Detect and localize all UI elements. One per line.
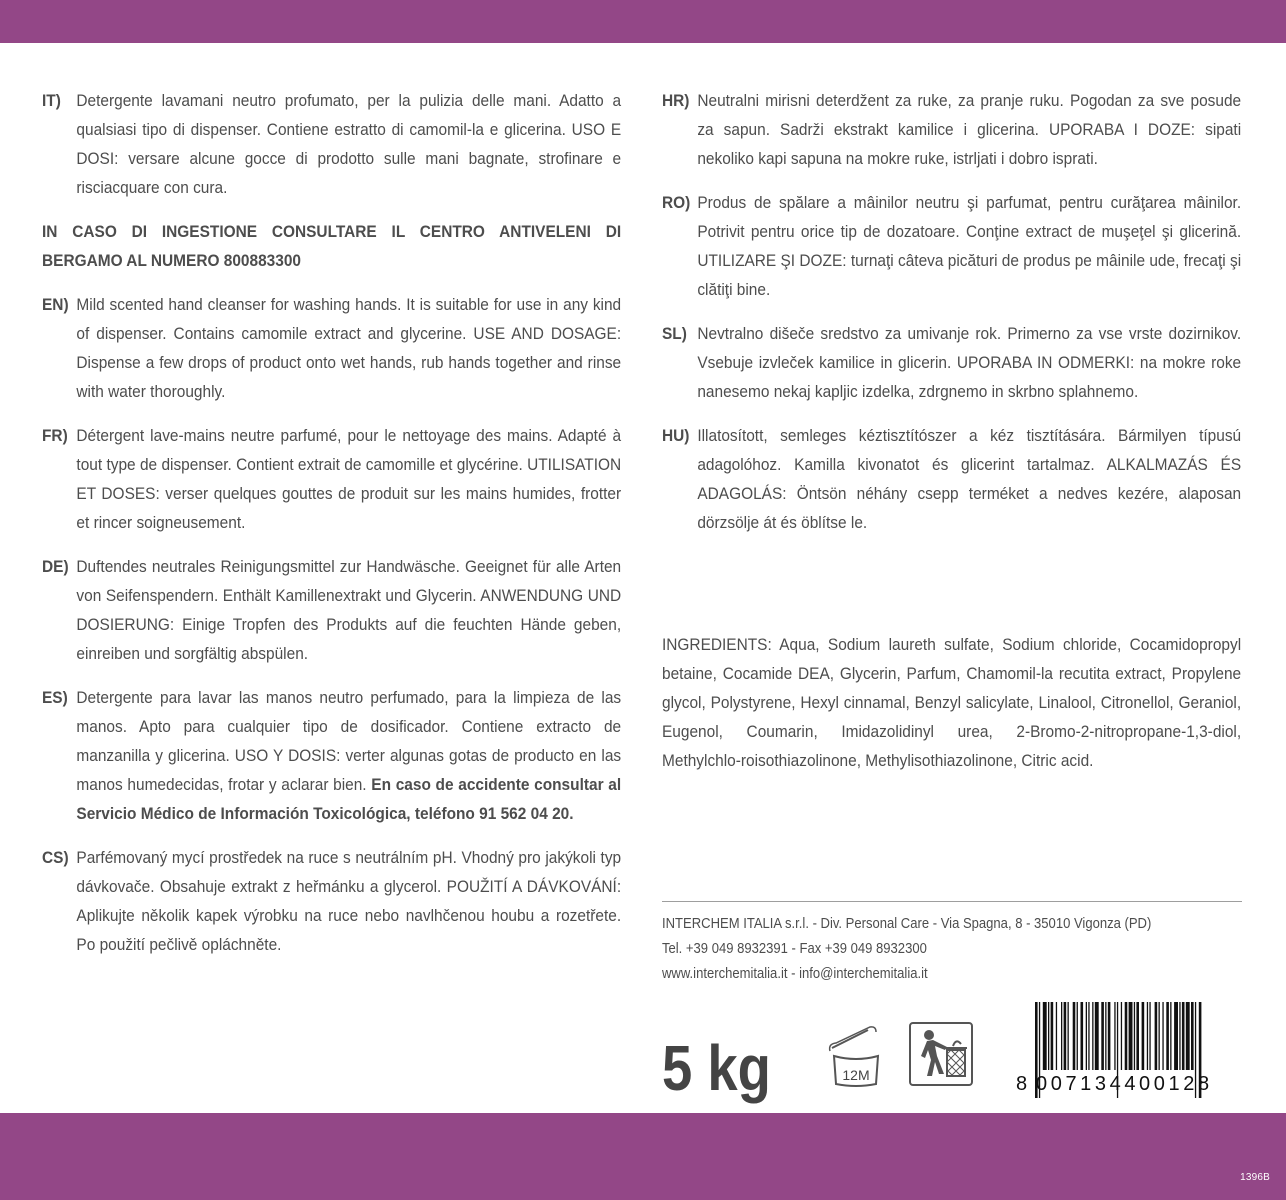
paragraph-de [42,552,621,668]
barcode-bar [1136,1002,1139,1070]
text-es: Detergente para lavar las manos neutro perfumado, para la limpieza de las manos. Apto para cualquier tipo de dosificador. Contiene extracto de manzanilla y glicerina. USO Y DOSIS: verter algunas gotas de producto en las manos humedecidas, frotar y aclarar bien. [76,688,622,794]
barcode-bar [1159,1002,1160,1070]
barcode-bar [1134,1002,1135,1070]
barcode-bar [1073,1002,1076,1070]
poison-warning: IN CASO DI INGESTIONE CONSULTARE IL CENTRO ANTIVELENI DI BERGAMO AL NUMERO 800883300 [42,222,622,270]
barcode-bar [1061,1002,1062,1070]
language-code-fr: FR) [42,426,68,445]
barcode-bar [1081,1002,1084,1070]
barcode-bar [1114,1002,1115,1070]
text-it: Detergente lavamani neutro profumato, per la pulizia delle mani. Adatto a qualsiasi tipo di dispenser. Contiene estratto di camomil-la e glicerina. USO E DOSI: versare alcune gocce di prodotto sulle mani bagnate, strofinare e risciacquare con cura. [76,91,622,197]
text-de: Duftendes neutrales Reinigungsmittel zur Handwäsche. Geeignet für alle Arten von Seifenspendern. Enthält Kamillenextrakt und Glycerin. ANWENDUNG UND DOSIERUNG: Einige Tropfen des Produkts auf die feuchten Hände geben, einreiben und sorgfältig abspülen. [76,557,622,663]
ingredients-text: INGREDIENTS: Aqua, Sodium laureth sulfate, Sodium chloride, Cocamidopropyl betaine, Cocamide DEA, Glycerin, Parfum, Chamomil-la recutita extract, Propylene glycol, Polystyrene, Hexyl cinnamal, Benzyl salicylate, Linalool, Citronellol, Geraniol, Eugenol, Coumarin, Imidazolidinyl urea, 2-Bromo-2-nitropropane-1,3-diol, Methylchlo-roisothiazolinone, Methylisothiazolinone, Citric acid. [662,635,1242,770]
company-web: www.interchemitalia.it - info@interchemitalia.it [662,966,928,982]
barcode-bar [1142,1002,1145,1070]
barcode-bar [1105,1002,1106,1070]
text-hr: Neutralni mirisni deterdžent za ruke, za pranje ruku. Pogodan za sve posude za sapun. Sadrži ekstrakt kamilice i glicerina. UPORABA I DOZE: sipati nekoliko kapi sapuna na mokre ruke, istrljati i dobro isprati. [697,91,1242,168]
barcode-bar [1086,1002,1087,1070]
open-jar-icon [826,1024,886,1088]
language-code-cs: CS) [42,848,69,867]
barcode-bar [1043,1002,1047,1070]
language-code-it: IT) [42,91,61,110]
divider-line [662,901,1242,902]
paragraph-it [42,86,621,202]
language-code-sl: SL) [662,324,687,343]
language-code-en: EN) [42,295,69,314]
text-hu: Illatosított, semleges kéztisztítószer a kéz tisztítására. Bármilyen típusú adagolóhoz. Kamilla kivonatot és glicerint tartalmaz. ALKALMAZÁS ÉS ADAGOLÁS: Öntsön néhány csepp terméket a nedves kezére, alaposan dörzsölje át és öblítse le. [697,426,1242,532]
paragraph-sl [662,319,1241,406]
barcode-bar [1179,1002,1180,1070]
barcode-bar [1056,1002,1057,1070]
net-weight: 5 kg [662,1032,771,1104]
language-code-hu: HU) [662,426,690,445]
language-code-ro: RO) [662,193,691,212]
language-code-es: ES) [42,688,68,707]
text-cs: Parfémovaný mycí prostředek na ruce s neutrálním pH. Vhodný pro jakýkoli typ dávkovače. Obsahuje extrakt z heřmánku a glycerol. POUŽITÍ A DÁVKOVÁNÍ: Aplikujte několik kapek výrobku na ruce nebo navlhčenou houbu a rozetřete. Po použití pečlivě opláchněte. [76,848,622,954]
paragraph-hu [662,421,1241,537]
paragraph-es [42,683,621,828]
company-phone: Tel. +39 049 8932391 - Fax +39 049 8932300 [662,941,927,957]
text-es-emergency: En caso de accidente consultar al Servicio Médico de Información Toxicológica, teléfono 91 562 04 20. [76,775,622,823]
pao-label: 12M [842,1067,870,1083]
barcode-bar [1121,1002,1122,1070]
barcode-bar [1186,1002,1190,1070]
barcode-bar [1191,1002,1194,1070]
top-color-band [0,0,1286,43]
barcode-bar [1129,1002,1133,1070]
text-ro: Produs de spălare a mâinilor neutru şi parfumat, pentru curăţarea mâinilor. Potrivit pentru orice tip de dozatoare. Conţine extract de muşeţel şi glicerină. UTILIZARE ŞI DOZE: turnaţi câteva picături de produs pe mâinile ude, frecaţi şi clătiţi bine. [697,193,1242,299]
text-en: Mild scented hand cleanser for washing hands. It is suitable for use in any kind of dispenser. Contains camomile extract and glycerine. USE AND DOSAGE: Dispense a few drops of product onto wet hands, rub hands together and rinse with water thoroughly. [76,295,622,401]
barcode-bar [1125,1002,1128,1070]
paragraph-ro [662,188,1241,304]
barcode-bar [1162,1002,1163,1070]
bottom-color-band [0,1113,1286,1200]
company-address: INTERCHEM ITALIA s.r.l. - Div. Personal Care - Via Spagna, 8 - 35010 Vigonza (PD) [662,916,1152,932]
barcode-bar [1170,1002,1171,1070]
barcode-bar [1155,1002,1158,1070]
barcode-bar [1064,1002,1067,1070]
barcode-bar [1048,1002,1049,1070]
barcode-bar [1092,1002,1093,1070]
paragraph-hr [662,86,1241,173]
company-info [662,912,1262,987]
barcode-bar [1095,1002,1099,1070]
barcode-bar [1149,1002,1150,1070]
barcode-bar [1108,1002,1111,1070]
barcode-number: 007134400128 [1036,1073,1213,1095]
barcode-bar [1051,1002,1054,1070]
barcode-bar [1077,1002,1078,1070]
text-fr: Détergent lave-mains neutre parfumé, pour le nettoyage des mains. Adapté à tout type de dispenser. Contient extrait de camomille et glycérine. UTILISATION ET DOSES: verser quelques gouttes de produit sur les mains humides, frotter et rincer soigneusement. [76,426,622,532]
ingredients-block [662,630,1244,775]
barcode-bar [1174,1002,1178,1070]
paragraph-fr [42,421,621,537]
barcode-bar [1182,1002,1185,1070]
barcode-bar [1101,1002,1104,1070]
language-code-de: DE) [42,557,69,576]
language-code-hr: HR) [662,91,690,110]
label-code: 1396B [1240,1172,1270,1183]
left-column [42,86,624,974]
text-es-wrapper [76,683,621,828]
paragraph-en [42,290,621,406]
right-column [662,86,1244,552]
paragraph-cs [42,843,621,959]
barcode-bar [1166,1002,1169,1070]
recycle-bin-icon [909,1022,973,1086]
barcode-bar [1147,1002,1148,1070]
barcode-bar [1068,1002,1069,1070]
barcode-bar [1088,1002,1089,1070]
barcode-first-digit: 8 [1016,1073,1028,1095]
text-sl: Nevtralno dišeče sredstvo za umivanje rok. Primerno za vse vrste dozirnikov. Vsebuje izvleček kamilice in glicerin. UPORABA IN ODMERKI: na mokre roke nanesemo nekaj kapljic izdelka, zdrgnemo in skrbno splahnemo. [697,324,1242,401]
